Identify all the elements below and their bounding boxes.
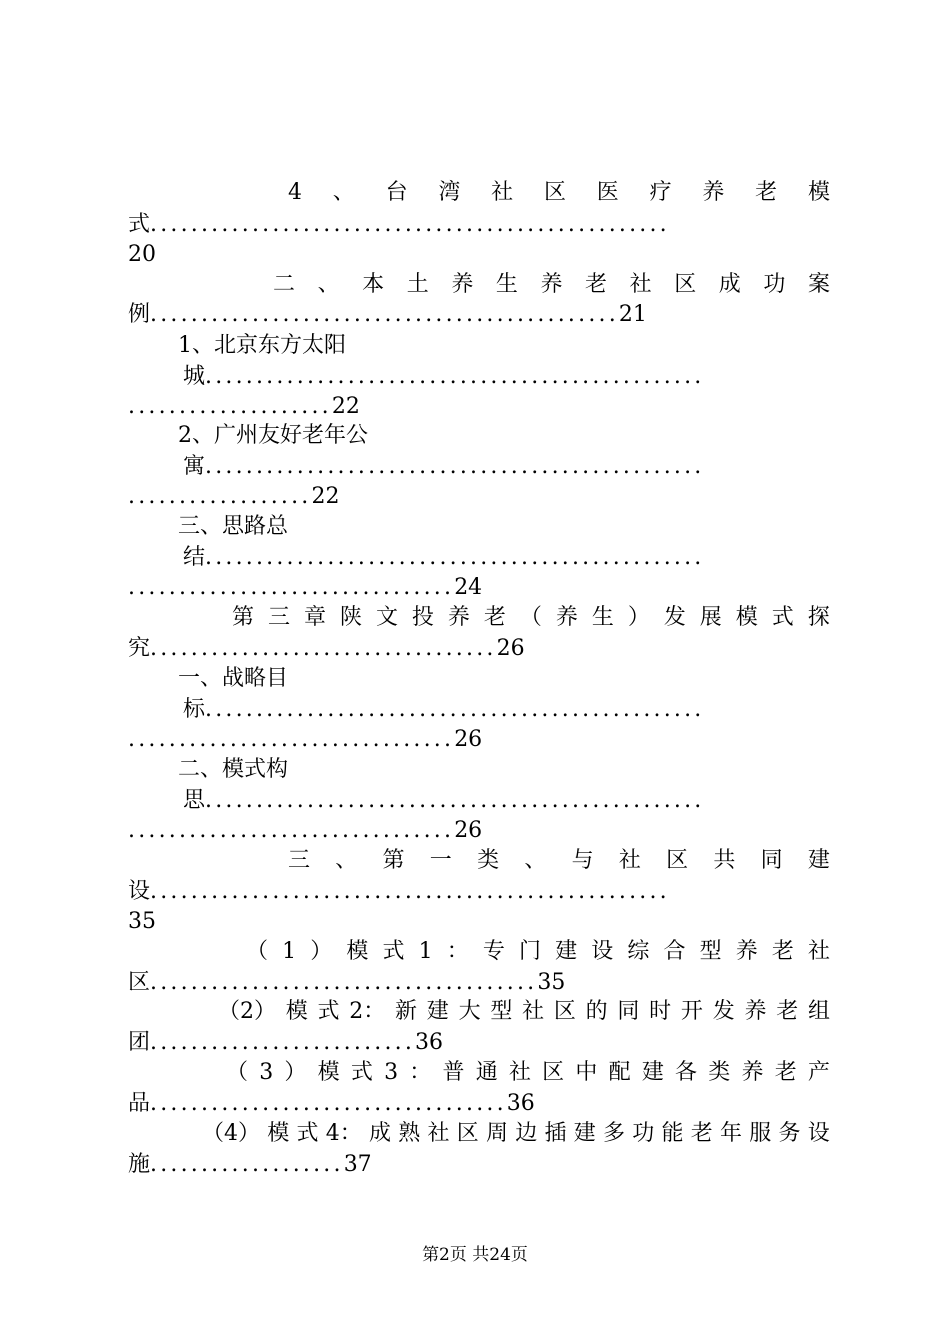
toc-entry-leader: 思................................................. bbox=[183, 788, 705, 813]
toc-entry-page: ..................22 bbox=[128, 484, 340, 509]
toc-entry-leader: 团..........................36 bbox=[128, 1030, 444, 1055]
toc-entry-leader: 究..................................26 bbox=[128, 636, 525, 661]
toc-entry-title: 2、广州友好老年公 bbox=[178, 423, 368, 448]
page-footer: 第2页 共24页 bbox=[422, 1245, 528, 1265]
toc-entry-title: 第 三 章 陕 文 投 养 老 （ 养 生 ） 发 展 模 式 探 bbox=[232, 605, 830, 630]
toc-entry-leader: 寓................................................. bbox=[183, 454, 705, 479]
toc-entry-title: 三、思路总 bbox=[178, 514, 289, 539]
toc-entry-title: （4） 模 式 4： 成 熟 社 区 周 边 插 建 多 功 能 老 年 服 务 设 bbox=[202, 1121, 830, 1146]
toc-entry-leader: 城................................................. bbox=[183, 364, 705, 389]
toc-entry-page: 20 bbox=[128, 242, 156, 267]
toc-entry-page: ................................26 bbox=[128, 727, 483, 752]
toc-entry-leader: 式................................................... bbox=[128, 212, 670, 237]
toc-entry-leader: 区......................................35 bbox=[128, 970, 566, 995]
toc-entry-leader: 结................................................. bbox=[183, 545, 705, 570]
toc-entry-page: 35 bbox=[128, 909, 156, 934]
toc-entry-title: 1、北京东方太阳 bbox=[178, 333, 346, 358]
toc-entry-page: ................................24 bbox=[128, 575, 483, 600]
toc-entry-page: ................................26 bbox=[128, 818, 483, 843]
toc-entry-title: 二 、 本 土 养 生 养 老 社 区 成 功 案 bbox=[273, 272, 830, 297]
toc-entry-leader: 例..............................................21 bbox=[128, 302, 647, 327]
toc-entry-title: （2） 模 式 2： 新 建 大 型 社 区 的 同 时 开 发 养 老 组 bbox=[218, 999, 830, 1024]
toc-entry-title: 4 、 台 湾 社 区 医 疗 养 老 模 bbox=[288, 180, 830, 205]
toc-entry-leader: 设................................................... bbox=[128, 879, 670, 904]
toc-entry-title: （ 1 ） 模 式 1 ： 专 门 建 设 综 合 型 养 老 社 bbox=[246, 939, 830, 964]
toc-entry-leader: 标................................................. bbox=[183, 697, 705, 722]
toc-entry-leader: 施...................37 bbox=[128, 1152, 372, 1177]
toc-entry-title: 三 、 第 一 类 、 与 社 区 共 同 建 bbox=[288, 848, 830, 873]
toc-entry-page: ....................22 bbox=[128, 394, 360, 419]
toc-entry-leader: 品...................................36 bbox=[128, 1091, 535, 1116]
toc-entry-title: （ 3 ） 模 式 3 ： 普 通 社 区 中 配 建 各 类 养 老 产 bbox=[226, 1060, 830, 1085]
toc-entry-title: 二、模式构 bbox=[178, 757, 289, 782]
toc-entry-title: 一、战略目 bbox=[178, 666, 289, 691]
